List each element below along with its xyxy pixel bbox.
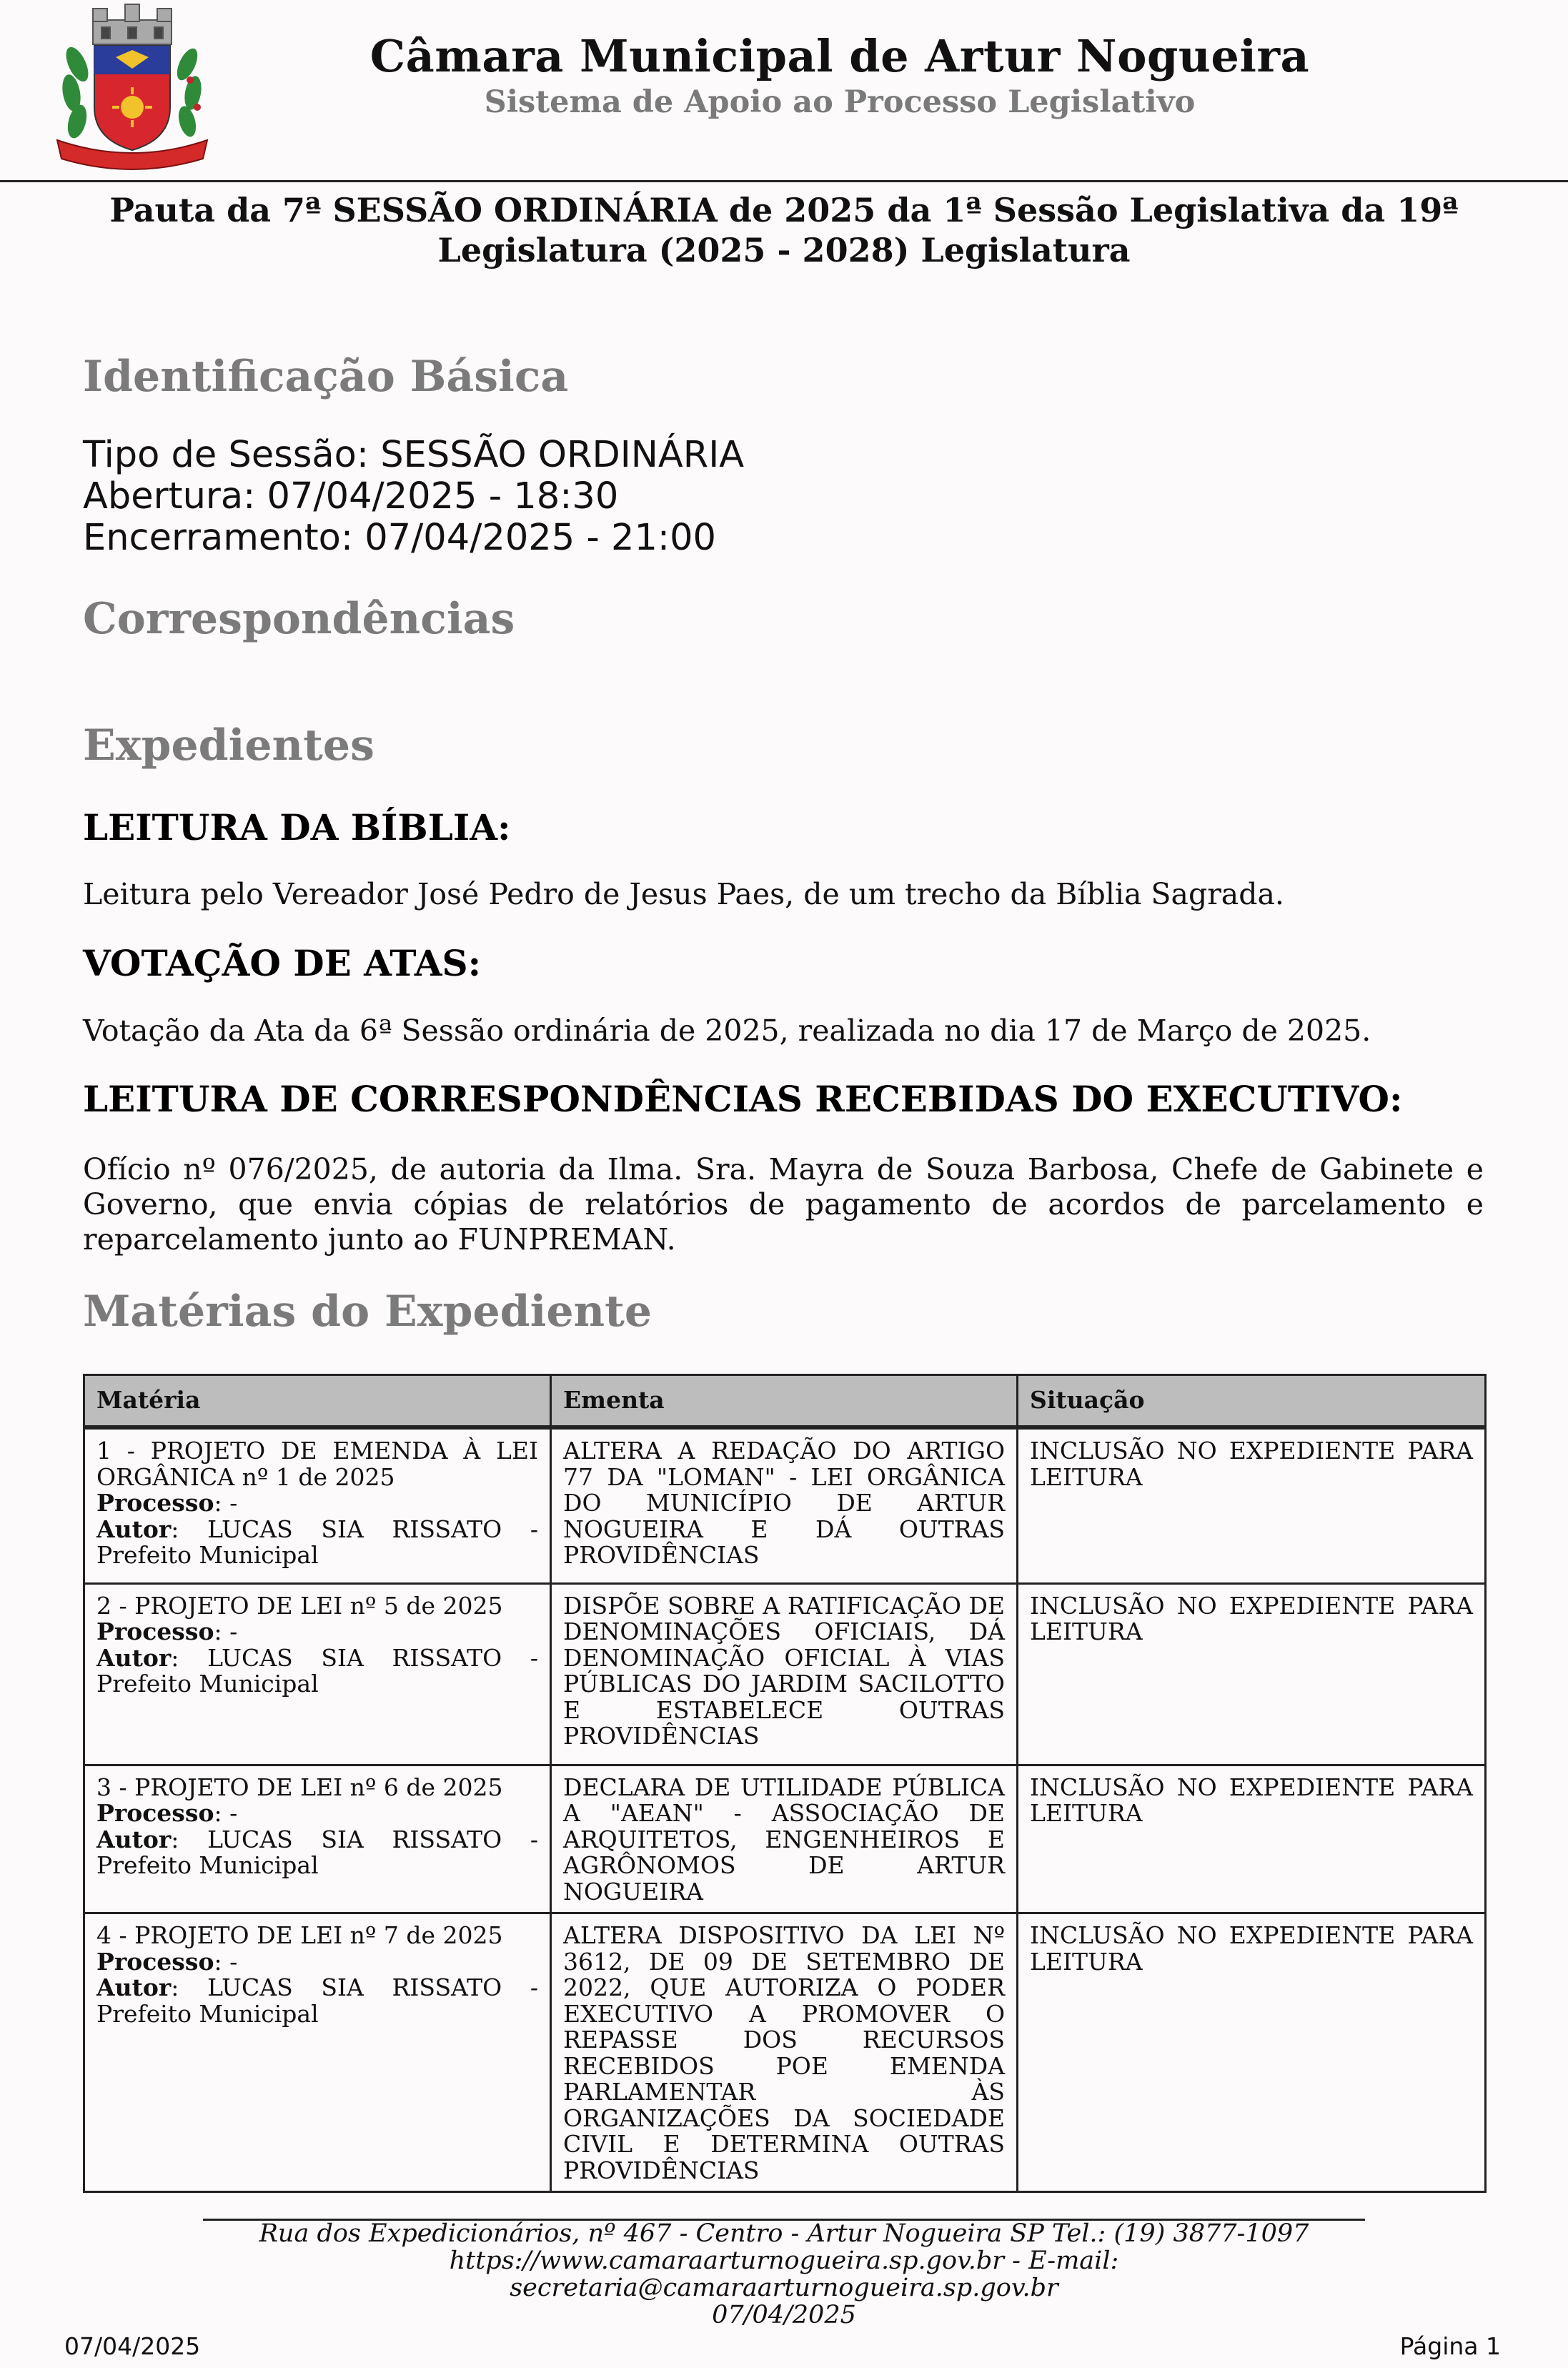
column-header-ementa: Ementa xyxy=(551,1375,1018,1428)
processo-label: Processo xyxy=(96,1618,214,1645)
section-expedientes-heading: Expedientes xyxy=(83,720,374,771)
footer-contact: Rua dos Expedicionários, nº 467 - Centro - Artur Nogueira SP Tel.: (19) 3877-1097 https://www.camaraarturnogueira.sp.gov.br - E-mail: secretaria@camaraarturnogueira.sp.gov.br xyxy=(259,2219,1309,2302)
document-header xyxy=(0,0,1568,182)
materias-table xyxy=(83,1374,1487,2193)
table-row xyxy=(84,1427,1486,1583)
ementa-cell: ALTERA A REDAÇÃO DO ARTIGO 77 DA "LOMAN" - LEI ORGÂNICA DO MUNICÍPIO DE ARTUR NOGUEIRA E DÁ OUTRAS PROVIDÊNCIAS xyxy=(551,1427,1018,1583)
processo-value: : - xyxy=(214,1489,238,1517)
materia-cell xyxy=(84,1913,551,2192)
processo-value: : - xyxy=(214,1618,238,1645)
situacao-cell: INCLUSÃO NO EXPEDIENTE PARA LEITURA xyxy=(1018,1427,1486,1583)
autor-value: : LUCAS SIA RISSATO - Prefeito Municipal xyxy=(96,1643,538,1698)
header-subtitle: Sistema de Apoio ao Processo Legislativo xyxy=(484,84,1196,120)
encerramento: Encerramento: 07/04/2025 - 21:00 xyxy=(83,517,716,559)
processo-value: : - xyxy=(214,1947,238,1976)
correspondencias-executivo-title: LEITURA DE CORRESPONDÊNCIAS RECEBIDAS DO EXECUTIVO: xyxy=(83,1078,1403,1120)
situacao-cell: INCLUSÃO NO EXPEDIENTE PARA LEITURA xyxy=(1018,1583,1486,1765)
ementa-cell: DISPÕE SOBRE A RATIFICAÇÃO DE DENOMINAÇÕES OFICIAIS, DÁ DENOMINAÇÃO OFICIAL À VIAS PÚBLICAS DO JARDIM SACILOTTO E ESTABELECE OUTRAS PROVIDÊNCIAS xyxy=(551,1583,1018,1765)
footer-date-center: 07/04/2025 xyxy=(712,2301,856,2329)
leitura-biblia-text: Leitura pelo Vereador José Pedro de Jesus Paes, de um trecho da Bíblia Sagrada. xyxy=(83,877,1284,911)
processo-label: Processo xyxy=(96,1489,214,1517)
votacao-atas-title: VOTAÇÃO DE ATAS: xyxy=(83,942,482,984)
autor-label: Autor xyxy=(96,1973,172,2001)
header-title: Câmara Municipal de Artur Nogueira xyxy=(369,30,1310,82)
identificacao-block xyxy=(83,435,744,559)
footer-date: 07/04/2025 xyxy=(64,2332,201,2360)
autor-label: Autor xyxy=(96,1643,172,1672)
materia-titulo[interactable]: 3 - PROJETO DE LEI nº 6 de 2025 xyxy=(96,1773,503,1801)
tipo-sessao: Tipo de Sessão: SESSÃO ORDINÁRIA xyxy=(83,434,745,476)
materia-cell xyxy=(84,1427,551,1583)
autor-label: Autor xyxy=(96,1515,172,1543)
table-row xyxy=(84,1583,1486,1765)
ementa-cell: DECLARA DE UTILIDADE PÚBLICA A "AEAN" - ASSOCIAÇÃO DE ARQUITETOS, ENGENHEIROS E AGRÔNOMOS DE ARTUR NOGUEIRA xyxy=(551,1765,1018,1913)
processo-label: Processo xyxy=(96,1947,214,1976)
section-correspondencias-heading: Correspondências xyxy=(83,594,515,644)
situacao-cell: INCLUSÃO NO EXPEDIENTE PARA LEITURA xyxy=(1018,1765,1486,1913)
votacao-atas-text: Votação da Ata da 6ª Sessão ordinária de 2025, realizada no dia 17 de Março de 2025. xyxy=(83,1014,1371,1048)
pauta-title: Pauta da 7ª SESSÃO ORDINÁRIA de 2025 da 1ª Sessão Legislativa da 19ª Legislatura (2025 - 2028) Legislatura xyxy=(109,191,1459,269)
autor-value: : LUCAS SIA RISSATO - Prefeito Municipal xyxy=(96,1825,538,1879)
leitura-biblia-title: LEITURA DA BÍBLIA: xyxy=(83,806,511,848)
page-number: Página 1 xyxy=(1399,2332,1501,2360)
table-header-row xyxy=(84,1375,1486,1428)
processo-label: Processo xyxy=(96,1799,214,1827)
ementa-cell: ALTERA DISPOSITIVO DA LEI Nº 3612, DE 09 DE SETEMBRO DE 2022, QUE AUTORIZA O PODER EXECUTIVO A PROMOVER O REPASSE DOS RECURSOS RECEBIDOS POE EMENDA PARLAMENTAR ÀS ORGANIZAÇÕES DA SOCIEDADE CIVIL E DETERMINA OUTRAS PROVIDÊNCIAS xyxy=(551,1913,1018,2192)
column-header-situacao: Situação xyxy=(1018,1375,1486,1428)
autor-value: : LUCAS SIA RISSATO - Prefeito Municipal xyxy=(96,1515,538,1569)
processo-value: : - xyxy=(214,1799,238,1827)
municipal-crest-icon xyxy=(50,0,214,172)
table-row xyxy=(84,1765,1486,1913)
materia-titulo[interactable]: 1 - PROJETO DE EMENDA À LEI ORGÂNICA nº 1 de 2025 xyxy=(96,1437,538,1491)
materia-cell xyxy=(84,1583,551,1765)
materia-cell xyxy=(84,1765,551,1913)
autor-value: : LUCAS SIA RISSATO - Prefeito Municipal xyxy=(96,1973,538,2028)
situacao-cell: INCLUSÃO NO EXPEDIENTE PARA LEITURA xyxy=(1018,1913,1486,2192)
footer-address xyxy=(203,2220,1365,2329)
table-row xyxy=(84,1913,1486,2192)
section-materias-heading: Matérias do Expediente xyxy=(83,1287,652,1337)
column-header-materia: Matéria xyxy=(84,1375,551,1428)
correspondencias-executivo-text: Ofício nº 076/2025, de autoria da Ilma. Sra. Mayra de Souza Barbosa, Chefe de Gabinete e Governo, que envia cópias de relatórios de pagamento de acordos de parcelamento e reparcelamento junto ao FUNPREMAN. xyxy=(83,1152,1484,1257)
abertura: Abertura: 07/04/2025 - 18:30 xyxy=(83,475,619,517)
materia-titulo[interactable]: 2 - PROJETO DE LEI nº 5 de 2025 xyxy=(96,1591,503,1620)
materia-titulo[interactable]: 4 - PROJETO DE LEI nº 7 de 2025 xyxy=(96,1921,503,1949)
section-identificacao-heading: Identificação Básica xyxy=(83,352,569,402)
autor-label: Autor xyxy=(96,1825,172,1853)
